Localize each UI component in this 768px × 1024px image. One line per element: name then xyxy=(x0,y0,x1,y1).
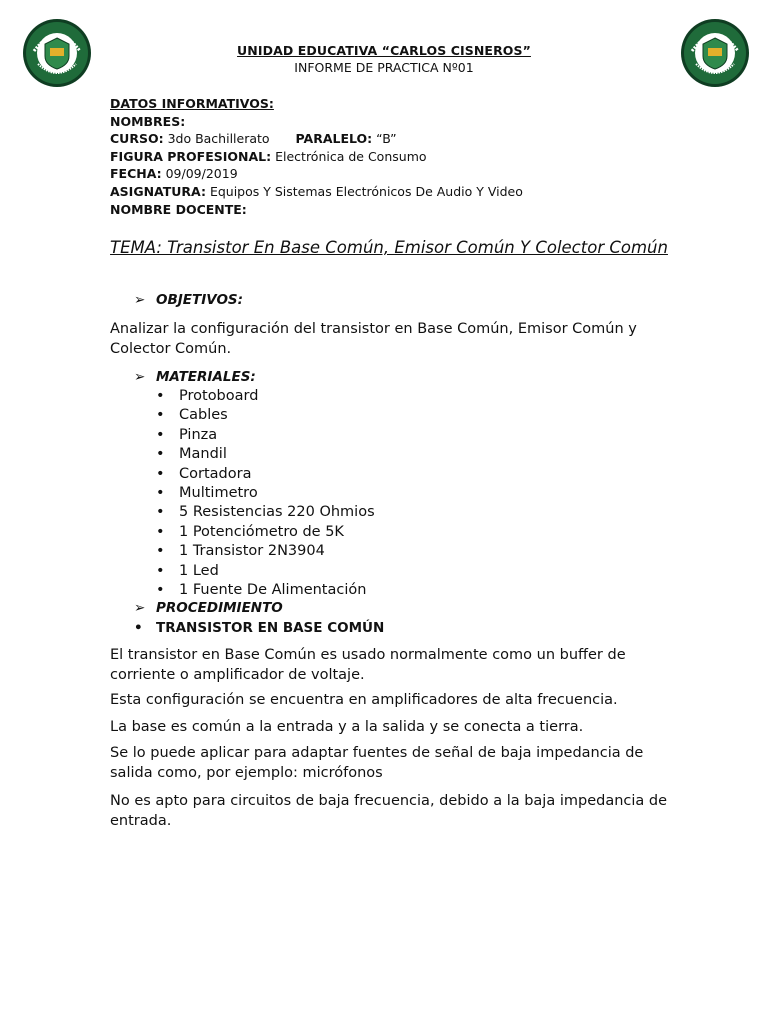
list-item: • Cortadora xyxy=(134,465,375,484)
figura-label: FIGURA PROFESIONAL: xyxy=(110,148,272,164)
info-block xyxy=(110,95,670,218)
document-header xyxy=(0,43,768,75)
materials-list xyxy=(134,387,375,600)
procedimiento-heading xyxy=(134,600,283,616)
school-name: UNIDAD EDUCATIVA “CARLOS CISNEROS” xyxy=(237,43,531,58)
list-item: • Protoboard xyxy=(134,387,375,406)
paragraph: La base es común a la entrada y a la salida y se conecta a tierra. xyxy=(110,719,584,735)
docente-label: NOMBRE DOCENTE: xyxy=(110,201,247,217)
curso-label: CURSO: xyxy=(110,131,164,147)
nombres-label: NOMBRES: xyxy=(110,113,186,129)
arrow-bullet-icon: ➢ xyxy=(134,600,146,616)
figura-value: Electrónica de Consumo xyxy=(275,148,427,164)
info-figura xyxy=(110,148,670,166)
fecha-label: FECHA: xyxy=(110,166,162,182)
objetivos-text: Analizar la configuración del transistor en Base Común, Emisor Común y Colector Común. xyxy=(110,321,637,357)
list-item: • Mandil xyxy=(134,445,375,464)
fecha-value: 09/09/2019 xyxy=(165,166,238,182)
materiales-label: MATERIALES: xyxy=(156,369,256,385)
list-item: • Pinza xyxy=(134,426,375,445)
list-item: • 5 Resistencias 220 Ohmios xyxy=(134,503,375,522)
info-asignatura xyxy=(110,183,670,201)
asignatura-value: Equipos Y Sistemas Electrónicos De Audio Y Video xyxy=(209,183,523,199)
paralelo-label: PARALELO: xyxy=(295,131,373,147)
report-title: INFORME DE PRACTICA Nº01 xyxy=(294,60,474,75)
list-item: • 1 Potenciómetro de 5K xyxy=(134,523,375,542)
bullet-icon: • xyxy=(134,620,143,636)
paragraph: Esta configuración se encuentra en amplificadores de alta frecuencia. xyxy=(110,692,618,708)
list-item: • Cables xyxy=(134,406,375,425)
objetivos-label: OBJETIVOS: xyxy=(156,292,244,308)
objetivos-heading xyxy=(134,292,243,308)
base-comun-label: TRANSISTOR EN BASE COMÚN xyxy=(156,620,385,636)
info-fecha xyxy=(110,165,670,183)
list-item: • 1 Fuente De Alimentación xyxy=(134,581,375,600)
procedimiento-label: PROCEDIMIENTO xyxy=(156,600,283,616)
list-item: • 1 Led xyxy=(134,562,375,581)
paragraph: No es apto para circuitos de baja frecuencia, debido a la baja impedancia de entrada. xyxy=(110,793,668,829)
tema-title: TEMA: Transistor En Base Común, Emisor Común Y Colector Común xyxy=(110,238,668,257)
info-title: DATOS INFORMATIVOS: xyxy=(110,96,274,111)
info-nombres xyxy=(110,113,670,131)
info-curso xyxy=(110,130,670,148)
paralelo-value: “B” xyxy=(376,131,397,147)
list-item: • Multimetro xyxy=(134,484,375,503)
base-comun-heading xyxy=(134,620,384,636)
list-item: • 1 Transistor 2N3904 xyxy=(134,542,375,561)
curso-value: 3do Bachillerato xyxy=(167,131,270,147)
arrow-bullet-icon: ➢ xyxy=(134,369,146,385)
info-docente xyxy=(110,201,670,219)
asignatura-label: ASIGNATURA: xyxy=(110,183,206,199)
paragraph: Se lo puede aplicar para adaptar fuentes de señal de baja impedancia de salida como, por ejemplo: micrófonos xyxy=(110,745,644,781)
arrow-bullet-icon: ➢ xyxy=(134,292,146,308)
materiales-heading xyxy=(134,369,256,385)
paragraph: El transistor en Base Común es usado normalmente como un buffer de corriente o amplificador de voltaje. xyxy=(110,647,626,683)
